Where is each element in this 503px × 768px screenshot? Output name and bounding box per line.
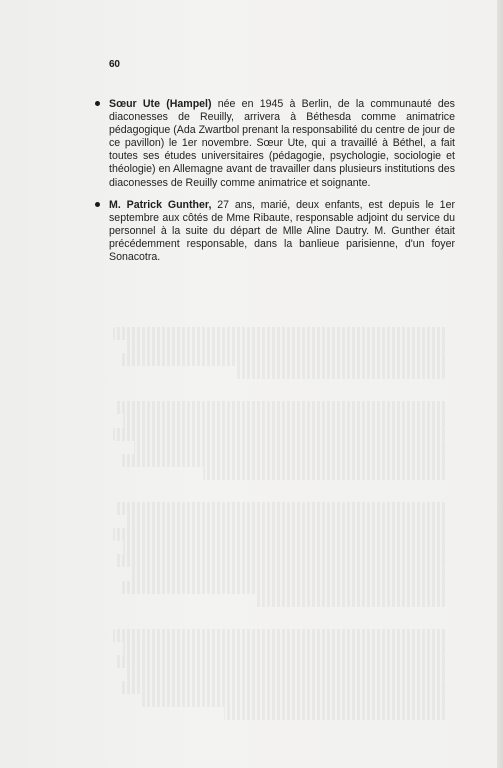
bullet-icon bbox=[95, 202, 100, 207]
entry-body: née en 1945 à Berlin, de la communauté des diaconesses de Reuilly, arrivera à Béthesda comme animatrice pédagogique (Ada Zwartbol prenant la responsabilité du centre de jour de ce pavillon) le 1er novembre. Sœur Ute, qui a travaillé à Béthel, a fait toutes ses études universitaires (pédagogie, psychologie, sociologie et théologie) en Allemagne avant de travailler dans plusieurs institutions des diaconesses de Reuilly comme animatrice et soignante. bbox=[109, 98, 455, 189]
entry-name: Sœur Ute (Hampel) bbox=[109, 98, 212, 110]
list-item bbox=[95, 199, 455, 264]
entry-body: 27 ans, marié, deux enfants, est depuis le 1er septembre aux côtés de Mme Ribaute, responsable adjoint du service du personnel à la suite du départ de Mlle Aline Dautry. M. Gunther était précédemment responsable, dans la banlieue parisienne, d'un foyer Sonacotra. bbox=[109, 198, 455, 264]
entries-list bbox=[95, 98, 455, 273]
list-item bbox=[95, 98, 455, 190]
bullet-icon bbox=[95, 101, 100, 106]
entry-name: M. Patrick Gunther, bbox=[109, 198, 212, 211]
page-number: 60 bbox=[109, 59, 120, 70]
entry-text bbox=[109, 199, 455, 264]
page-spine-shadow bbox=[497, 0, 503, 768]
entry-text bbox=[109, 98, 455, 190]
